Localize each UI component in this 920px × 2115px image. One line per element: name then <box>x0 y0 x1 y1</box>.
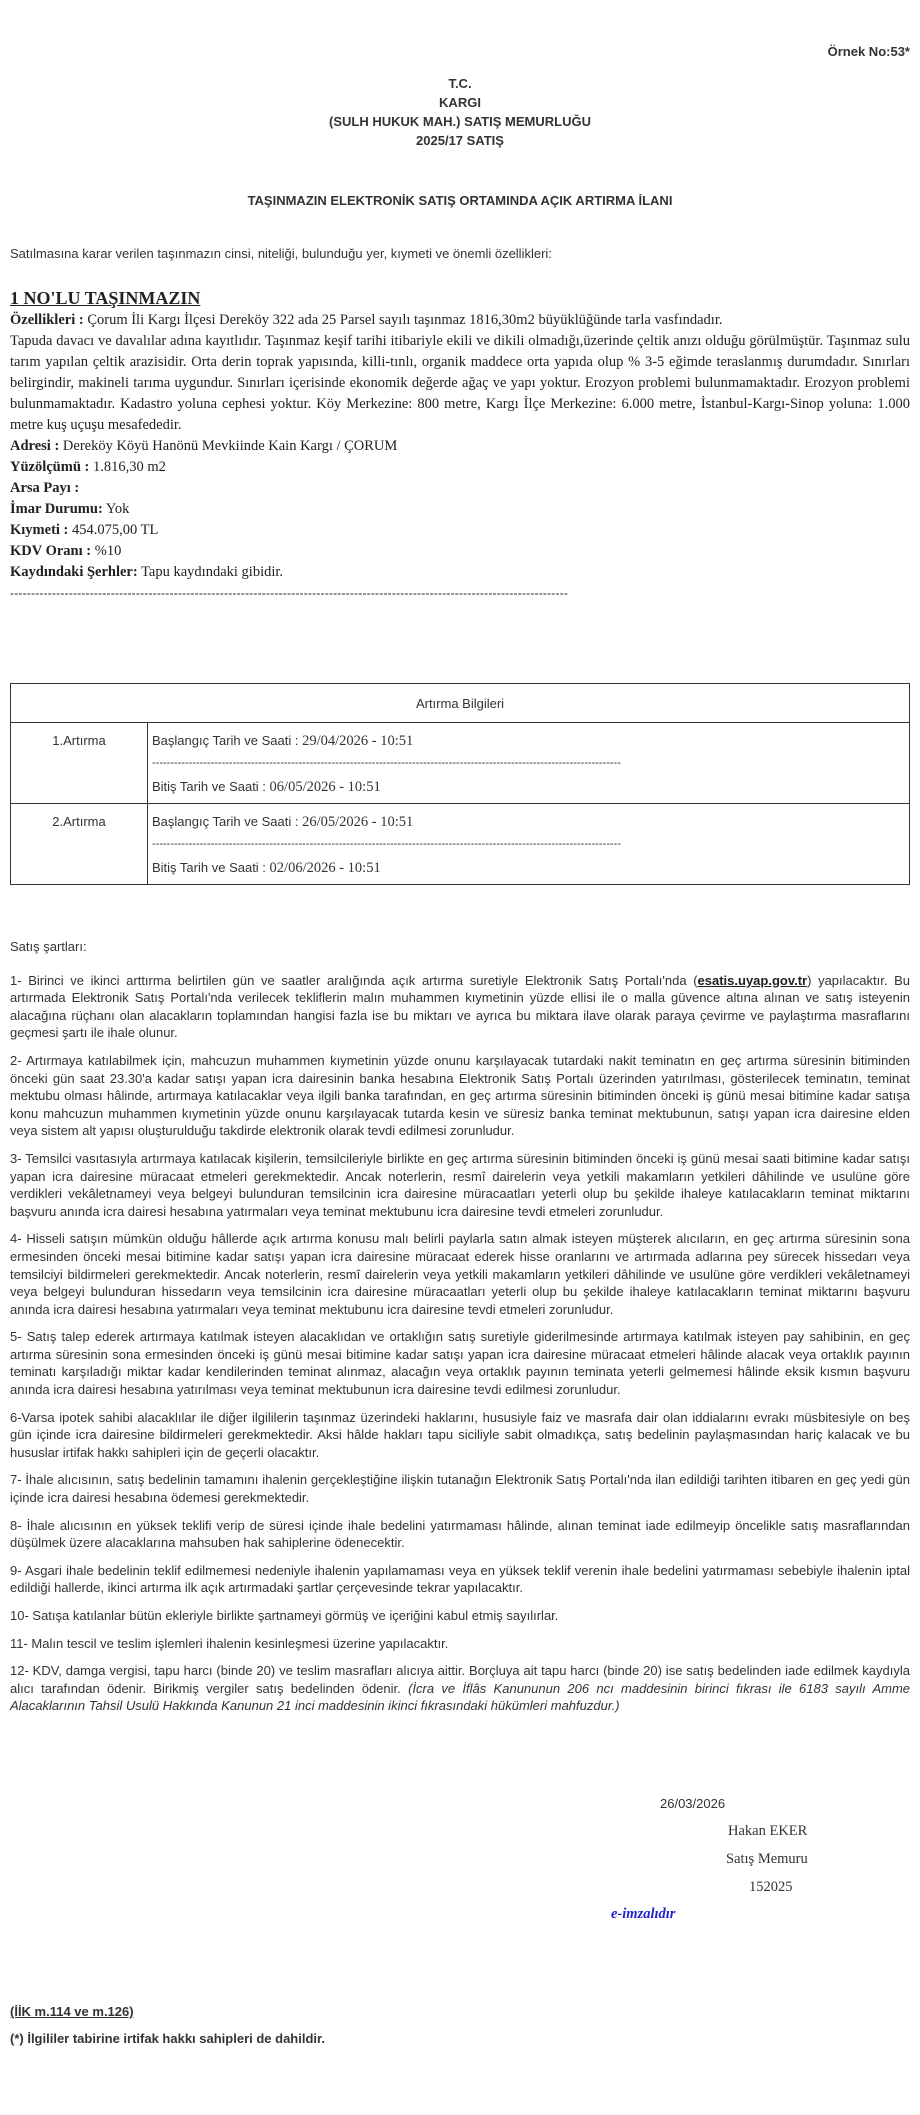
sart-2: 2- Artırmaya katılabilmek için, mahcuzun muhammen kıymetinin yüzde onunu karşılayacak tutardaki nakit teminatın en geç artırma süresinin bitiminden önceki gün saat 23.30'a kadar satışı yapan icra dairesinin banka hesabına Elektronik Satış Portalı üzerinden yatırılması, gösterilecek teminatın, teminat mektubu olması hâlinde, artırmaya katılacaklar veya ilgili banka tarafından, en geç artırma süresinin bitiminden önceki iş günü mesai bitimine kadar satışa konu mahcuzun muhammen kıymetinin yüzde onunu karşılayacak tutarda kesin ve süresiz banka teminat mektubunun, satışı yapan icra dairesine elden veya sistem alt yapısı oluşturulduğu takdirde elektronik olarak tevdi edilmesi zorunludur. <box>10 1052 910 1139</box>
property-kdv <box>10 541 910 562</box>
imar-label: İmar Durumu: <box>10 501 103 517</box>
artirma-label: 2.Artırma <box>11 804 148 885</box>
header-file-no: 2025/17 SATIŞ <box>416 133 504 148</box>
sartlar-section <box>10 938 910 1725</box>
end-value: 06/05/2026 - 10:51 <box>269 779 381 795</box>
artirma-info <box>148 804 910 885</box>
sartlar-title: Satış şartları: <box>10 939 87 954</box>
start-line <box>152 812 905 832</box>
start-line <box>152 731 905 751</box>
artirma-table-header: Artırma Bilgileri <box>11 684 910 723</box>
property-yuzolcumu <box>10 457 910 478</box>
property-adres <box>10 436 910 457</box>
end-label: Bitiş Tarih ve Saati : <box>152 860 266 875</box>
eimza-text: e-imzalıdır <box>611 1906 676 1922</box>
intro-text: Satılmasına karar verilen taşınmazın cinsi, niteliği, bulunduğu yer, kıymeti ve önemli özellikleri: <box>10 246 552 261</box>
ozellikler-value: Çorum İli Kargı İlçesi Dereköy 322 ada 25 Parsel sayılı taşınmaz 1816,30m2 büyüklüğünde tarla vasfındadır. <box>87 312 723 328</box>
sart-10: 10- Satışa katılanlar bütün ekleriyle birlikte şartnameyi görmüş ve içeriğini kabul etmiş sayılırlar. <box>10 1608 559 1623</box>
property-heading: 1 NO'LU TAŞINMAZIN <box>10 288 201 308</box>
sart-7: 7- İhale alıcısının, satış bedelinin tamamını ihalenin gerçekleştiğine ilişkin tutanağın Elektronik Satış Portalı'nda ilan edildiği tarihten itibaren en geç yedi gün içinde icra dairesi hesabına ödemesi gerekmektedir. <box>10 1472 910 1506</box>
header-office: (SULH HUKUK MAH.) SATIŞ MEMURLUĞU <box>329 114 591 129</box>
start-value: 26/05/2026 - 10:51 <box>302 814 414 830</box>
sart-3: 3- Temsilci vasıtasıyla artırmaya katılacak kişilerin, temsilcileriyle birlikte en geç artırma süresinin bitiminden önceki iş günü mesai saati bitimine kadar satışı yapan icra dairesine müracaat etmeleri gerekmektedir. Ancak noterlerin, resmî dairelerin veya yetkili makamların yetkileri dâhilinde ve usulüne göre verdikleri vekâletnameyi veya belgeyi bulunduran temsilcinin icra dairesine müracaatları yeterli olup bu şekilde ihaleye katılacakların teminat miktarını başvuru anında icra dairesi hesabına yatırmaları veya teminat mektubunu icra dairesine tevdi etmeleri zorunludur. <box>10 1150 910 1219</box>
signature-title: Satış Memuru <box>726 1851 808 1867</box>
end-value: 02/06/2026 - 10:51 <box>269 860 381 876</box>
artirma-label: 1.Artırma <box>11 723 148 804</box>
sart-12-main: 12- KDV, damga vergisi, tapu harcı (binde 20) ve teslim masrafları alıcıya aittir. Borçluya ait tapu harcı (binde 20) ise satış bedelinden iade edilmek kaydıyla alıcı tarafından ödenir. Birikmiş vergiler satış bedelinden ödenir. <box>10 1663 910 1696</box>
property-description: Tapuda davacı ve davalılar adına kayıtlıdır. Taşınmaz keşif tarihi itibariyle ekili ve dikili olmadığı,üzerinde çeltik anızı olduğu görülmüştür. Taşınmaz sulu tarım yapılan çeltik arazisidir. Orta derin toprak yapısında, killi-tınlı, organik maddece orta yapıda olup % 3-5 eğimde teraslanmış durumdadır. Sınırları belirgindir, makineli tarıma uygundur. Sınırları içerisinde ekonomik değerde ağaç ve yapı yoktur. Erozyon problemi bulunmamaktadır. Erozyon problemi bulunmamaktadır. Kadastro yoluna cephesi yoktur. Köy Merkezine: 800 metre, Kargı İlçe Merkezine: 6.000 metre, İstanbul-Kargı-Sinop yoluna: 1.000 metre kuş uçuşu mesafededir. <box>10 333 910 433</box>
footnote: (*) İlgililer tabirine irtifak hakkı sahipleri de dahildir. <box>10 2031 325 2046</box>
sart-12 <box>10 1662 910 1715</box>
sart-11: 11- Malın tescil ve teslim işlemleri ihalenin kesinleşmesi üzerine yapılacaktır. <box>10 1635 449 1651</box>
end-label: Bitiş Tarih ve Saati : <box>152 779 266 794</box>
kiymeti-label: Kıymeti : <box>10 522 69 538</box>
property-kiymeti <box>10 520 910 541</box>
header-tc: T.C. <box>448 76 472 91</box>
property-ozellikler <box>10 310 910 331</box>
property-serhler <box>10 562 910 583</box>
start-label: Başlangıç Tarih ve Saati : <box>152 814 299 829</box>
signature-name: Hakan EKER <box>728 1823 808 1839</box>
property-arsa-payi <box>10 478 910 499</box>
property-imar <box>10 499 910 520</box>
artirma-table <box>10 683 910 885</box>
arsa-payi-label: Arsa Payı : <box>10 480 80 496</box>
sart-1 <box>10 972 910 1042</box>
esatis-link[interactable]: esatis.uyap.gov.tr <box>697 972 808 988</box>
sart-1-after: ) yapılacaktır. Bu artırmada Elektronik Satış Portalı'nda verilecek tekliflerin malın muhammen kıymetinin yüzde ellisi ile o malla güvence altına alınan ve satış isteyenin alacağına rüçhanı olan alacakların toplamından hangisi fazla ise bu miktarı ve ayrıca bu miktara ilave olarak paraya çevirme ve paylaştırma masraflarını geçmesi şartı ile ihale olunur. <box>10 972 910 1041</box>
yuzolcumu-value: 1.816,30 m2 <box>92 459 166 475</box>
adres-label: Adresi : <box>10 438 60 454</box>
office-header <box>10 74 910 150</box>
header-city: KARGI <box>439 95 481 110</box>
sart-12-italic: (İcra ve İflâs Kanununun 206 ncı maddesinin birinci fıkrası ile 6183 sayılı Amme Alacaklarının Tahsil Usulü Hakkında Kanunun 21 inci maddesinin ikinci fıkrasındaki hükümleri mahfuzdur.) <box>10 1680 910 1714</box>
sart-6: 6-Varsa ipotek sahibi alacaklılar ile diğer ilgililerin taşınmaz üzerindeki haklarını, hususiyle faiz ve masrafa dair olan iddialarını evrakı müsbitesiyle on beş gün içinde icra dairesine bildirmeleri gerekmektedir. Aksi hâlde hakları tapu siciliyle sabit olmadıkça, satış bedelinin paylaşmasından hariç kalacak ve bu hususlar irtifak hakkı sahipleri için de geçerli olacaktır. <box>10 1409 910 1460</box>
page-title: TAŞINMAZIN ELEKTRONİK SATIŞ ORTAMINDA AÇIK ARTIRMA İLANI <box>247 193 673 208</box>
sart-5: 5- Satış talep ederek artırmaya katılmak isteyen alacaklıdan ve ortaklığın satış suretiyle giderilmesinde artırmaya katılmak isteyen pay sahibinin, en geç artırma süresinin sona ermesinden önceki iş günü mesai bitimine kadar satışı yapan icra dairesine müracaat etmeleri hâlinde alacak veya ortaklık payının teminatı karşıladığı miktar kadar kendilerinden teminat alınmaz, alacağın veya ortaklık payının teminata yeterli gelmemesi hâlinde eksik kısmın başvuru anında icra dairesi hesabına yatırılması veya teminat mektubunun icra dairesine tevdi edilmesi zorunludur. <box>10 1329 910 1398</box>
start-value: 29/04/2026 - 10:51 <box>302 733 414 749</box>
signature-date: 26/03/2026 <box>660 1796 726 1811</box>
kiymeti-value: 454.075,00 TL <box>72 522 159 538</box>
serhler-label: Kaydındaki Şerhler: <box>10 564 138 580</box>
table-row <box>11 804 910 885</box>
sart-1-before: 1- Birinci ve ikinci arttırma belirtilen gün ve saatler aralığında açık artırma suretiyle Elektronik Satış Portalı'nda ( <box>10 972 698 988</box>
info-separator: -------------------------------------------------------------------------------------------------------------------------------- <box>152 838 621 850</box>
law-reference: (İİK m.114 ve m.126) <box>10 2004 134 2019</box>
imar-value: Yok <box>105 501 130 517</box>
kdv-label: KDV Oranı : <box>10 543 92 559</box>
info-separator: -------------------------------------------------------------------------------------------------------------------------------- <box>152 757 621 769</box>
serhler-value: Tapu kaydındaki gibidir. <box>141 564 284 580</box>
ornek-no: Örnek No:53* <box>827 44 910 59</box>
start-label: Başlangıç Tarih ve Saati : <box>152 733 299 748</box>
kdv-value: %10 <box>94 543 122 559</box>
sart-8: 8- İhale alıcısının en yüksek teklifi verip de süresi içinde ihale bedelini yatırmaması hâlinde, alınan teminat iade edilmeyip öncelikle satış masraflarından düşülmek üzere alacaklarına mahsuben hak sahiplerine ödenecektir. <box>10 1517 910 1551</box>
sart-9: 9- Asgari ihale bedelinin teklif edilmemesi nedeniyle ihalenin yapılamaması veya en yüksek teklif verenin ihale bedelini yatırmaması sebebiyle ihalenin iptal edildiği hallerde, ikinci artırma ilk açık artırmadaki şartlar çerçevesinde tekrar yapılacaktır. <box>10 1562 910 1596</box>
property-divider: ------------------------------------------------------------------------------------------------------------------------------------- <box>10 586 569 600</box>
artirma-info <box>148 723 910 804</box>
table-row <box>11 723 910 804</box>
end-line <box>152 858 905 878</box>
property-section <box>10 286 910 604</box>
signature-number: 152025 <box>749 1879 793 1895</box>
end-line <box>152 777 905 797</box>
sart-4: 4- Hisseli satışın mümkün olduğu hâllerde açık artırma konusu malı belirli paylarla satın almak isteyen müşterek alıcıların, en geç artırma süresinin sona ermesinden önceki mesai bitimine kadar satışı yapan icra dairesine müracaat ederek hisse oranlarını ve artırmada adlarına pey sürecek hissedarı veya temsilciyi bildirmeleri gerekmektedir. Ancak noterlerin, resmî dairelerin veya yetkili makamların yetkileri dâhilinde ve usulüne göre verdikleri vekâletnameyi veya belgeyi bulunduran hissedarın veya temsilcinin icra dairesine müracaatları yeterli olup bu şekilde ihaleye katılacakların teminat miktarını başvuru anında icra dairesi hesabına yatırmaları veya teminat mektubunu icra dairesine tevdi etmeleri zorunludur. <box>10 1231 910 1317</box>
adres-value: Dereköy Köyü Hanönü Mevkiinde Kain Kargı / ÇORUM <box>62 438 398 454</box>
ozellikler-label: Özellikleri : <box>10 312 84 328</box>
yuzolcumu-label: Yüzölçümü : <box>10 459 90 475</box>
